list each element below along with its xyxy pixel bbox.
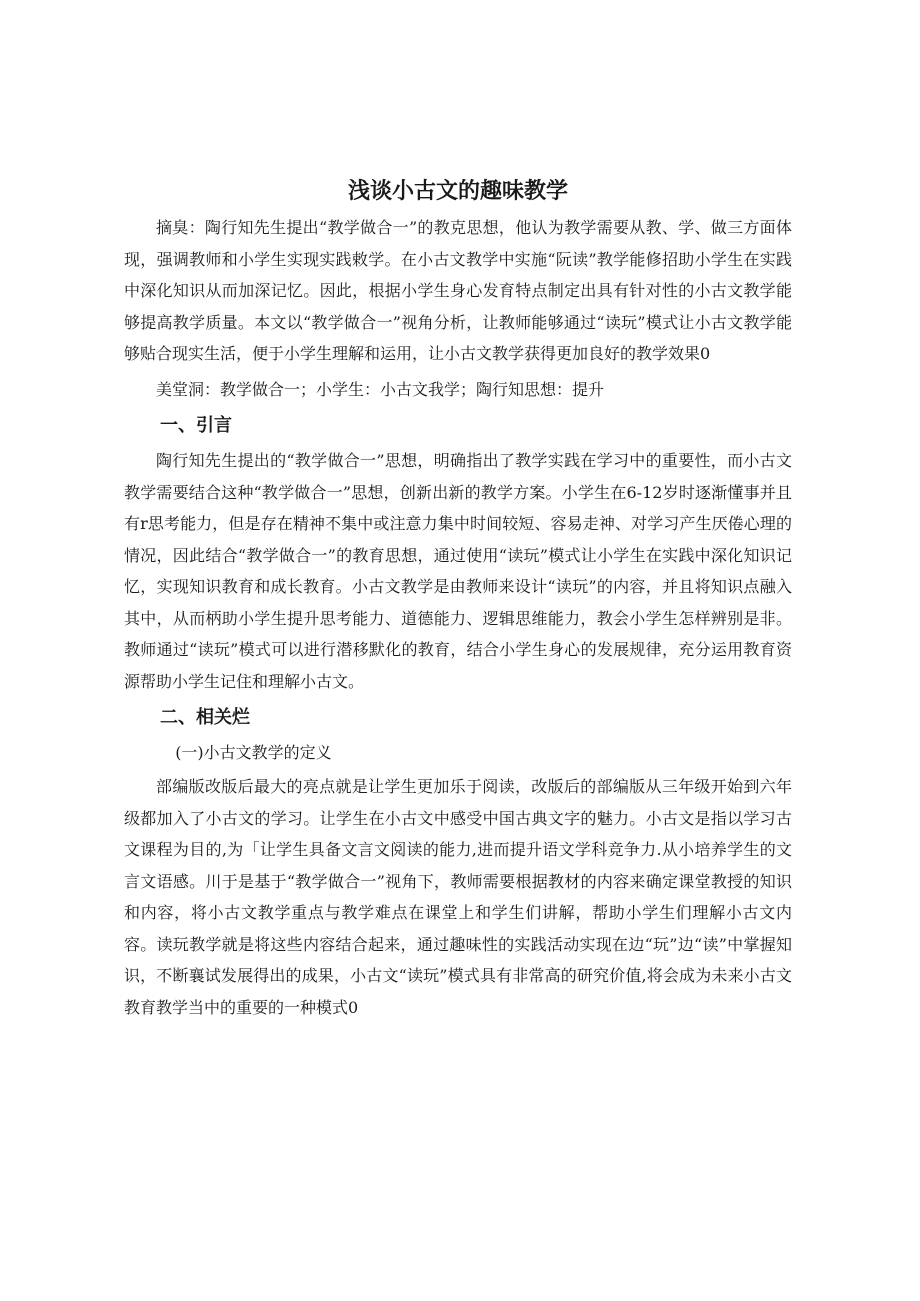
- subsection-heading-definition: (一)小古文教学的定义: [175, 743, 332, 762]
- introduction-paragraph: 陶行知先生提出的“教学做合一”思想，明确指出了教学实践在学习中的重要性，而小古文教学需要结合这种“教学做合一”思想，创新出新的教学方案。小学生在6-12岁时逐渐懂事并且有r思考能力，但是存在精神不集中或注意力集中时间较短、容易走神、对学习产生厌倦心理的情况，因此结合“教学做合一”的教育思想，通过使用“读玩”模式让小学生在实践中深化知识记忆，实现知识教育和成长教育。小古文教学是由教师来设计“读玩”的内容，并且将知识点融入其中，从而柄助小学生提升思考能力、道德能力、逻辑思维能力，教会小学生怎样辨别是非。教师通过“读玩”模式可以进行潜移默化的教育，结合小学生身心的发展规律，充分运用教育资源帮助小学生记住和理解小古文。: [124, 451, 792, 691]
- keywords-line: 美堂洞：教学做合一；小学生：小古文我学；陶行知思想：提升: [156, 379, 605, 399]
- section-heading-related: 二、相关烂: [160, 707, 250, 728]
- document-page: [124, 172, 792, 1023]
- section-heading-introduction: 一、引言: [160, 415, 232, 436]
- definition-paragraph: 部编版改版后最大的亮点就是让学生更加乐于阅读，改版后的部编版从三年级开始到六年级都加入了小古文的学习。让学生在小古文中感受中国古典文字的魅力。小古文是指以学习古文课程为目的,为「让学生具备文言文阅读的能力,进而提升语文学科竞争力.从小培养学生的文言文语感。川于是基于“教学做合一”视角下，教师需要根据教材的内容来确定课堂教授的知识和内容，将小古文教学重点与教学难点在课堂上和学生们讲解，帮助小学生们理解小古文内容。读玩教学就是将这些内容结合起来，通过趣味性的实践活动实现在边“玩”边“读”中掌握知识，不断襄试发展得出的成果，小古文“读玩”模式具有非常高的研究价值,将会成为未来小古文教育教学当中的重要的一种模式0: [124, 777, 792, 1017]
- document-title: 浅谈小古文的趣味教学: [347, 179, 568, 204]
- abstract-paragraph: 摘臭：陶行知先生提出“教学做合一”的教克思想，他认为教学需要从教、学、做三方面体现，强调教师和小学生实现实践敕学。在小古文教学中实施“阮读”教学能修招助小学生在实践中深化知识从而加深记忆。因此，根据小学生身心发育特点制定出具有针对性的小古文教学能够提高教学质量。本文以“教学做合一”视角分析，让教师能够通过“读玩”模式让小古文教学能够贴合现实生活，便于小学生理解和运用，让小古文教学获得更加良好的教学效果0: [124, 218, 792, 363]
